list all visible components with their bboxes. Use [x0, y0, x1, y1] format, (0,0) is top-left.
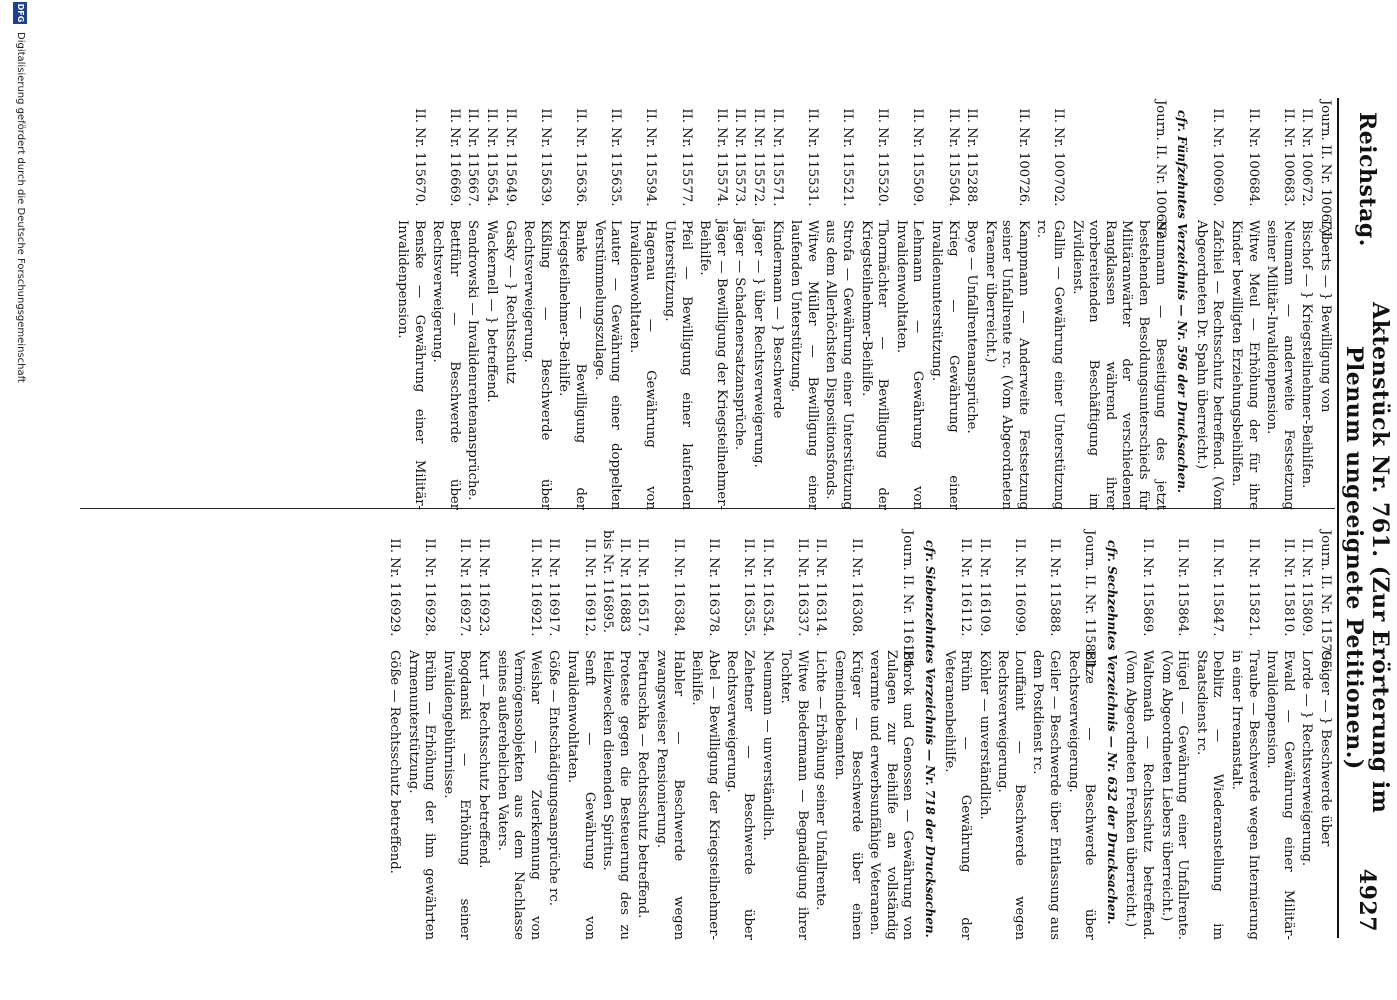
petition-text: Geiger — } Beschwerde über [1318, 650, 1333, 847]
petition-text: Pietruschka — Rechtsschutz betreffend. [635, 650, 651, 919]
petition-text: Strofa — Gewährung einer Unterstützung aus dem Allerhöchsten Dispositionsfonds. [823, 220, 855, 510]
header-rule [1337, 98, 1339, 938]
journal-number: II. Nr. 115670. [411, 100, 427, 207]
petition-entry [520, 100, 553, 510]
petition-entry [652, 530, 685, 940]
petition-entry [892, 100, 925, 510]
journal-number: II. Nr. 100672. [1299, 100, 1315, 207]
petition-text: Göße — Rechtsschutz betreffend. [387, 650, 403, 874]
petition-entry [758, 530, 775, 940]
petition-text: Witwe Meul — Erhöhung der für ihre Kinder bewilligten Erziehungsbeihilfen. [1229, 220, 1261, 510]
left-entries-b [394, 100, 1168, 510]
petition-text: Hügel — Gewährung einer Unfallrente. (Vom Abgeordneten Liebers überreicht.) [1158, 650, 1191, 940]
petition-entry [625, 100, 658, 510]
petition-entry [866, 530, 916, 940]
journal-number: II. Nr. 115821. [1245, 530, 1261, 637]
petition-entry [634, 530, 651, 940]
journal-number: II. Nr. 115667. [465, 100, 481, 207]
petition-text: Jäger — Bewilligung der Kriegsteilnehmer-Beihilfe. [697, 220, 729, 510]
petition-text: Krüger — Beschwerde über einen Gemeindebeamten. [831, 650, 864, 940]
petition-text: Krieg — Gewährung einer Invalidenunterstützung. [928, 220, 961, 510]
petition-text: Lyberts — } Bewilligung von [1318, 220, 1333, 413]
journal-number: II. Nr. 116923. [476, 530, 492, 637]
journal-number: II. Nr. 115572. [751, 100, 766, 207]
petition-entry [1064, 530, 1097, 940]
petition-text: Göße — Entschädigungsansprüche rc. [546, 650, 562, 907]
petition-entry [822, 100, 855, 510]
petition-text: Brühn — Gewährung der Veteranenbeihilfe. [941, 650, 974, 940]
petition-entry [1192, 100, 1225, 510]
right-entries-b [940, 530, 1097, 940]
header-left: Reichstag. [1354, 112, 1380, 247]
page-number: 4927 [1354, 868, 1380, 932]
petition-entry [1263, 530, 1296, 940]
journal-number: II. Nr. 116354. [759, 530, 775, 637]
petition-entry [394, 100, 427, 510]
petition-entry [555, 100, 588, 510]
petition-entry [1122, 530, 1155, 940]
petition-entry [1227, 100, 1260, 510]
petition-text: Lorde — } Rechtsverweigerung. [1299, 650, 1315, 867]
petition-text: Lehmann — Gewährung von Invalidenwohltaten. [893, 220, 926, 510]
petition-entry [1263, 100, 1296, 510]
journal-number: II. Nr. 115847. [1210, 530, 1226, 637]
petition-entry [940, 530, 973, 940]
petition-entry [464, 100, 481, 510]
petition-entry [975, 530, 992, 940]
journal-number: II. Nr. 100683. [1280, 100, 1296, 207]
petition-text: Jäger — } über Rechtsverweigerung. [751, 220, 766, 468]
journal-number: II. Nr. 115288. [964, 100, 980, 207]
journal-number: II. Nr. 115573. [732, 100, 748, 207]
petition-entry [927, 100, 960, 510]
petition-entry [599, 530, 632, 940]
petition-entry [590, 100, 623, 510]
petition-entry [483, 100, 500, 510]
journal-number: II. Nr. 100726. [1015, 100, 1031, 207]
right-entries-c [386, 530, 916, 940]
journal-number: II. Nr. 116927. [457, 530, 473, 637]
left-column [392, 100, 1333, 510]
petition-text: Köhler — unverständlich. [976, 650, 992, 820]
petition-entry [1192, 530, 1225, 940]
journal-number: II. Nr. 116099. [1011, 530, 1027, 637]
journal-number: II. Nr. 115594. [643, 100, 659, 207]
petition-entry [812, 530, 829, 940]
petition-text: Louffaint — Beschwerde wegen Rechtsverweigerung. [995, 650, 1027, 940]
petition-entry [1029, 530, 1062, 940]
petition-text: Thormächter — Bewilligung der Kriegsteilnehmer-Beihilfe. [858, 220, 891, 510]
journal-number: II. Nr. 115888. [1047, 530, 1063, 637]
petition-entry [493, 530, 543, 940]
footer-text: Digitalisierung gefördert durch die Deutsche Forschungsgemeinschaft [15, 32, 26, 383]
journal-number: II. Nr. 115509. [910, 100, 926, 207]
petition-entry [501, 100, 518, 510]
petition-text: Kampmann — Anderweite Festsetzung seiner Unfallrente rc. (Vom Abgeordneten Kraemer überreicht.) [982, 220, 1031, 510]
petition-text: Bischof — } Kriegsteilnehmer-Beihilfen. [1299, 220, 1315, 489]
journal-number: II. Nr. 116384. [670, 530, 686, 637]
journal-number: II. Nr. 116109. [976, 530, 992, 637]
petition-text: Bogdanski — Erhöhung seiner Invalidengebührnisse. [440, 650, 473, 940]
petition-text: Etorok und Genossen — Gewährung von Zulagen zur Beihilfe an vollständig verarmte und erwerbsunfähige Veteranen. [867, 650, 916, 940]
petition-entry [1298, 100, 1315, 510]
journal-number: II. Nr. 116112. [958, 530, 974, 637]
petition-text: Bettführ — Beschwerde über Rechtsverweigerung. [430, 220, 462, 510]
journal-number: Journ. II. Nr. 115881. [1082, 530, 1098, 674]
journal-number: Journ. II. Nr. 116181. [900, 530, 916, 674]
petition-text: Gallin — Gewährung einer Unterstützung rc. [1034, 220, 1067, 510]
journal-number: II. Nr. 115577. [678, 100, 694, 207]
journal-number: II. Nr. 115810. [1280, 530, 1296, 637]
journal-number: II. Nr. 115635. [608, 100, 624, 207]
petition-entry [731, 100, 748, 510]
journal-number: II. Nr. 116928. [422, 530, 438, 637]
header-title: Aktenstück Nr. 761. (Zur Erörterung im Plenum ungeeignete Petitionen.) [1341, 302, 1393, 814]
journal-number: II. Nr. 116378. [705, 530, 721, 637]
journal-number: II. Nr. 100690. [1210, 100, 1226, 207]
journal-number: II. Nr. 116337. [794, 530, 810, 637]
petition-entry [1316, 530, 1333, 940]
journal-number: II. Nr. 116669. [446, 100, 462, 207]
petition-text: Eltze — Beschwerde über Rechtsverweigerung. [1065, 650, 1098, 940]
journal-number: II. Nr. 116883 bis Nr. 116895. [600, 530, 632, 633]
petition-entry [994, 530, 1027, 940]
petition-entry [1227, 530, 1260, 940]
column-divider [80, 508, 1335, 509]
petition-entry [1316, 100, 1333, 510]
journal-number: II. Nr. 100684. [1245, 100, 1261, 207]
journal-number: II. Nr. 115864. [1175, 530, 1191, 637]
petition-entry [768, 100, 785, 510]
petition-entry [1298, 530, 1315, 940]
petition-text: Abel — Bewilligung der Kriegsteilnehmer-Beihilfe. [689, 650, 721, 940]
petition-text: Habler — Beschwerde wegen zwangsweiser Pensionierung. [654, 650, 686, 940]
journal-number: II. Nr. 115531. [804, 100, 820, 207]
petition-entry [1068, 100, 1168, 510]
journal-number: II. Nr. 115809. [1299, 530, 1315, 637]
petition-entry [1033, 100, 1066, 510]
petition-text: Witwe Müller — Bewilligung einer laufenden Unterstützung. [788, 220, 820, 510]
running-header [1341, 112, 1393, 932]
petition-entry [857, 100, 890, 510]
right-column [384, 530, 1333, 940]
journal-number: II. Nr. 116917. [546, 530, 562, 637]
petition-text: Wackernell — } betreffend. [484, 220, 500, 403]
journal-number: II. Nr. 116308. [848, 530, 864, 637]
journal-number: II. Nr. 115521. [839, 100, 855, 207]
petition-text: Sendrowski — Invalidenrentenansprüche. [465, 220, 481, 501]
journal-number: II. Nr. 116517. [635, 530, 651, 637]
journal-number: II. Nr. 115504. [945, 100, 961, 207]
petition-entry [545, 530, 562, 940]
journal-number: II. Nr. 115636. [573, 100, 589, 207]
petition-text: Witwe Biedermann — Begnadigung ihrer Tochter. [778, 650, 810, 940]
petition-text: Traube — Beschwerde wegen Internierung in einer Irrenanstalt. [1229, 650, 1261, 940]
petition-entry [660, 100, 693, 510]
petition-text: Brühn — Erhöhung der ihm gewährten Armenunterstützung. [405, 650, 438, 940]
petition-entry [830, 530, 863, 940]
petition-entry [723, 530, 756, 940]
journal-number: Journ. II. Nr. 100692. [1152, 100, 1168, 244]
section-head-17: cfr. Siebenzehntes Verzeichnis — Nr. 718 der Drucksachen. [922, 540, 937, 938]
petition-text: Benske — Gewährung einer Militär-Invalidenpension. [395, 220, 427, 510]
petition-text: Neumann — unverständlich. [759, 650, 775, 841]
right-entries-a [1122, 530, 1333, 940]
petition-text: Kurt — Rechtsschutz betreffend. [476, 650, 492, 869]
petition-text: Senft — Gewährung von Invalidenwohltaten. [565, 650, 597, 940]
petition-text: Gasky — } Rechtsschutz [502, 220, 518, 384]
journal-number: II. Nr. 115571. [769, 100, 785, 207]
petition-entry [439, 530, 472, 940]
petition-text: Zafchiel — Rechtsschutz betreffend. (Vom Abgeordneten Dr. Spahn überreicht.) [1193, 220, 1226, 510]
petition-entry [475, 530, 492, 940]
section-head-16: cfr. Sechzehntes Verzeichnis — Nr. 632 der Drucksachen. [1104, 540, 1119, 925]
journal-number: II. Nr. 115869. [1140, 530, 1156, 637]
petition-entry [787, 100, 820, 510]
journal-number: II. Nr. 116355. [741, 530, 756, 637]
petition-entry [386, 530, 403, 940]
petition-text: Kißling — Beschwerde über Rechtsverweigerung. [521, 220, 553, 510]
petition-entry [563, 530, 596, 940]
petition-entry [963, 100, 980, 510]
petition-text: Banke — Bewilligung der Kriegsteilnehmer-Beihilfe. [556, 220, 589, 510]
petition-text: Waltomath — Rechtsschutz betreffend. (Vom Abgeordneten Frenken überreicht.) [1123, 650, 1156, 940]
petition-text: Ewald — Gewährung einer Militär-Invalidenpension. [1264, 650, 1296, 940]
petition-text: Jäger — Schadenersatzansprüche. [732, 220, 748, 451]
petition-text: Proteste gegen die Besteuerung des zu Heilzwecken dienenden Spiritus. [600, 650, 632, 940]
left-entries-a [1192, 100, 1333, 510]
journal-number: II. Nr. 116929. [387, 530, 403, 637]
journal-number: Journ. II. Nr. 115795. [1318, 530, 1333, 674]
digitization-footer [11, 0, 27, 1000]
dfg-logo: DFG [13, 2, 27, 24]
petition-text: Hagenau — Gewährung von Invalidenwohltaten. [626, 220, 659, 510]
petition-text: Zehetner — Beschwerde über Rechtsverweigerung. [724, 650, 756, 940]
petition-text: Lichte — Erhöhung seiner Unfallrente. [813, 650, 829, 911]
petition-text: Lauter — Gewährung einer doppelten Verstümmelungszulage. [591, 220, 624, 510]
petition-text: Boye — Unfallrentenansprüche. [964, 220, 980, 434]
journal-number: II. Nr. 115639. [537, 100, 553, 207]
petition-text: Neumann — anderweite Festsetzung seiner Militär-Invalidenpension. [1264, 220, 1296, 510]
journal-number: II. Nr. 115574. [713, 100, 729, 207]
petition-text: Pfeil — Bewilligung einer laufenden Unterstützung. [662, 220, 694, 510]
section-head-15: cfr. Fünfzehntes Verzeichnis — Nr. 596 der Drucksachen. [1175, 110, 1190, 494]
petition-entry [777, 530, 810, 940]
journal-number: II. Nr. 115520. [875, 100, 891, 207]
petition-entry [696, 100, 729, 510]
petition-text: Kindermann — } Beschwerde [769, 220, 785, 419]
petition-text: Geiler — Beschwerde über Entlassung aus dem Postdienst rc. [1030, 650, 1063, 940]
petition-text: Neumann — Beseitigung des jetzt bestehenden Besoldungsunterschieds für Militäranwärter der verschiedenen Rangklassen während ihrer vorbereitenden Beschäftigung im Zivildienst. [1069, 220, 1168, 510]
journal-number: II. Nr. 116912. [581, 530, 597, 637]
journal-number: Journ. II. Nr. 100671. [1318, 100, 1333, 244]
petition-entry [1157, 530, 1190, 940]
journal-number: II. Nr. 115649. [502, 100, 518, 207]
petition-entry [981, 100, 1031, 510]
journal-number: II. Nr. 115654. [484, 100, 500, 207]
petition-entry [749, 100, 766, 510]
petition-entry [688, 530, 721, 940]
journal-number: II. Nr. 100702. [1051, 100, 1067, 207]
petition-entry [404, 530, 437, 940]
journal-number: II. Nr. 116314. [813, 530, 829, 637]
petition-text: Weishar — Zuerkennung von Vermögensobjekten aus dem Nachlasse seines außerehelichen Vaters. [494, 650, 543, 940]
petition-entry [429, 100, 462, 510]
petition-text: Deblitz — Wiederanstellung im Staatsdienst rc. [1193, 650, 1226, 940]
journal-number: II. Nr. 116921. [527, 530, 543, 637]
